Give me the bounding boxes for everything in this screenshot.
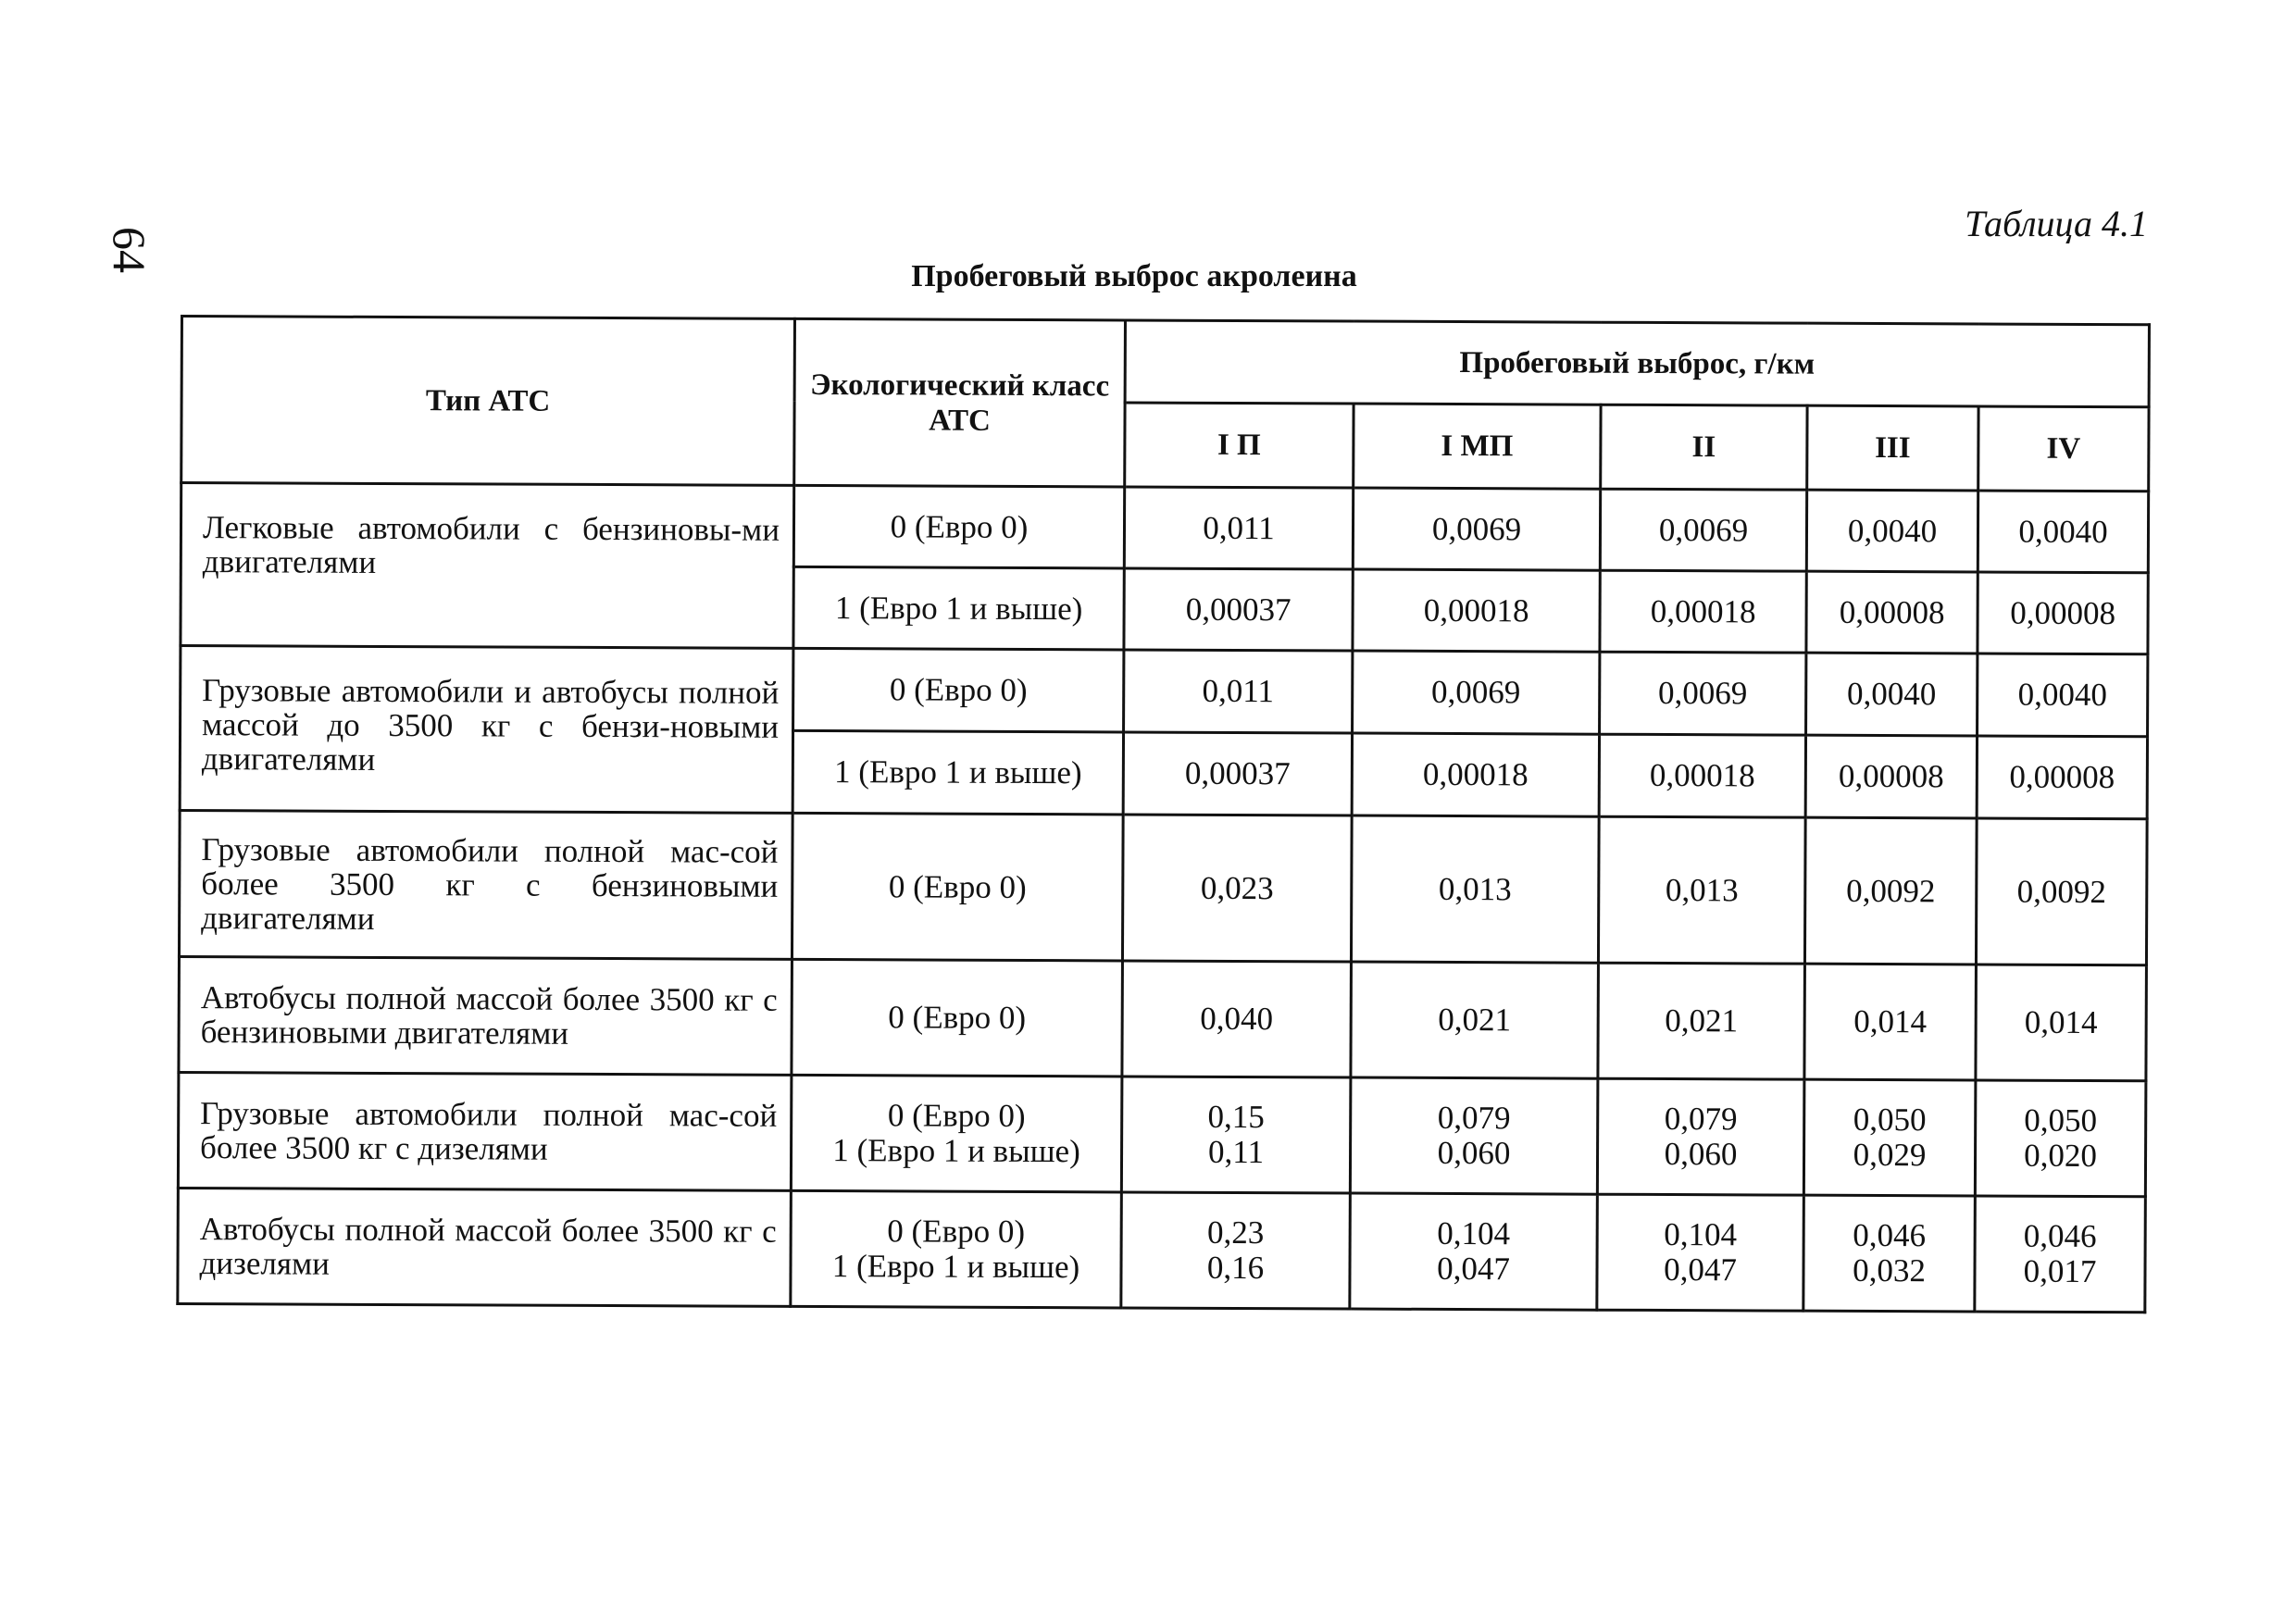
value-cell: 0,021	[1351, 962, 1599, 1078]
value-cell: 0,011	[1124, 650, 1353, 733]
table-row	[179, 811, 2147, 965]
value-cell: 0,0040	[1978, 491, 2148, 573]
value-cell: 0,050	[2024, 1101, 2098, 1139]
value-cell: 0,0069	[1600, 489, 1806, 571]
eco-class: 1 (Евро 1 и выше)	[831, 1248, 1080, 1286]
eco-class: 0 (Евро 0)	[793, 485, 1124, 568]
eco-class-stack	[791, 1075, 1122, 1192]
table-row	[178, 1188, 2146, 1312]
header-eco-class: Экологический класс АТС	[794, 318, 1126, 487]
eco-class-stack	[791, 1190, 1122, 1308]
value-stack	[1803, 1195, 1976, 1312]
value-cell: 0,014	[1804, 964, 1977, 1080]
value-cell: 0,047	[1664, 1251, 1737, 1288]
value-cell: 0,079	[1664, 1101, 1738, 1138]
value-cell: 0,00008	[1978, 572, 2148, 654]
value-cell: 0,047	[1437, 1250, 1510, 1288]
value-cell: 0,104	[1664, 1216, 1738, 1253]
value-cell: 0,16	[1206, 1249, 1265, 1287]
eco-class: 0 (Евро 0)	[887, 1097, 1026, 1134]
value-cell: 0,029	[1853, 1136, 1927, 1174]
value-cell: 0,021	[1598, 963, 1805, 1079]
value-cell: 0,020	[2024, 1137, 2098, 1175]
value-cell: 0,00008	[1806, 571, 1978, 653]
eco-class: 0 (Евро 0)	[792, 813, 1123, 961]
value-cell: 0,00018	[1600, 570, 1806, 653]
header-region: IV	[1978, 406, 2149, 492]
value-cell: 0,050	[1853, 1101, 1927, 1139]
value-cell: 0,060	[1664, 1136, 1738, 1173]
header-region: II	[1601, 404, 1807, 490]
value-cell: 0,060	[1437, 1134, 1511, 1172]
eco-class: 0 (Евро 0)	[792, 959, 1123, 1077]
value-cell: 0,0069	[1353, 488, 1600, 570]
header-region: I П	[1125, 403, 1354, 488]
value-cell: 0,0092	[1976, 818, 2147, 965]
value-cell: 0,0092	[1804, 817, 1977, 965]
value-stack	[1597, 1078, 1804, 1195]
header-emission: Пробеговый выброс, г/км	[1125, 320, 2149, 407]
page-number: 64	[104, 227, 156, 273]
header-region: I МП	[1354, 404, 1601, 489]
value-cell: 0,11	[1207, 1133, 1265, 1171]
value-cell: 0,079	[1437, 1099, 1511, 1137]
eco-class: 0 (Евро 0)	[887, 1213, 1026, 1250]
value-cell: 0,00018	[1599, 734, 1805, 817]
value-stack	[1350, 1077, 1598, 1194]
value-cell: 0,00008	[1805, 735, 1977, 818]
value-cell: 0,013	[1598, 816, 1805, 964]
value-cell: 0,00008	[1977, 736, 2147, 819]
value-cell: 0,00037	[1123, 732, 1352, 815]
value-stack	[1975, 1080, 2146, 1197]
value-cell: 0,104	[1437, 1214, 1511, 1252]
value-cell: 0,00018	[1353, 569, 1600, 652]
value-stack	[1975, 1196, 2146, 1313]
table-row	[181, 646, 2148, 737]
header-type: Тип АТС	[181, 317, 795, 486]
value-cell: 0,0040	[1806, 490, 1978, 572]
value-cell: 0,014	[1976, 965, 2147, 1081]
vehicle-type: Автобусы полной массой более 3500 кг с бензиновыми двигателями	[179, 957, 792, 1076]
vehicle-type: Легковые автомобили с бензиновы-ми двигателями	[181, 483, 794, 649]
value-cell: 0,00018	[1352, 733, 1599, 816]
value-cell: 0,032	[1853, 1251, 1926, 1289]
vehicle-type: Автобусы полной массой более 3500 кг с дизелями	[178, 1188, 792, 1306]
eco-class: 1 (Евро 1 и выше)	[792, 730, 1123, 815]
table-row	[181, 483, 2148, 573]
value-cell: 0,040	[1122, 961, 1352, 1077]
eco-class: 1 (Евро 1 и выше)	[793, 566, 1124, 650]
value-stack	[1803, 1079, 1976, 1196]
value-cell: 0,0040	[1806, 653, 1978, 736]
value-cell: 0,23	[1206, 1214, 1265, 1251]
value-cell: 0,0040	[1978, 653, 2148, 737]
vehicle-type: Грузовые автомобили и автобусы полной массой до 3500 кг с бензи-новыми двигателями	[180, 646, 793, 814]
value-cell: 0,023	[1122, 815, 1352, 962]
value-cell: 0,00037	[1124, 568, 1353, 651]
table-label: Таблица 4.1	[1965, 203, 2148, 244]
header-row	[181, 317, 2149, 407]
eco-class: 1 (Евро 1 и выше)	[832, 1132, 1080, 1170]
value-stack	[1597, 1194, 1804, 1311]
table-title: Пробеговый выброс акролеина	[911, 259, 1357, 293]
value-cell: 0,046	[2023, 1217, 2097, 1255]
emission-table	[176, 315, 2151, 1313]
value-cell: 0,013	[1351, 815, 1599, 963]
value-stack	[1121, 1077, 1351, 1193]
value-cell: 0,017	[2023, 1252, 2097, 1290]
value-cell: 0,0069	[1600, 652, 1806, 735]
vehicle-type: Грузовые автомобили полной мас-сой более 3500 кг с дизелями	[178, 1072, 792, 1190]
table-row	[179, 957, 2147, 1081]
value-stack	[1350, 1193, 1598, 1310]
value-cell: 0,046	[1853, 1216, 1927, 1254]
header-region: III	[1807, 405, 1978, 491]
value-cell: 0,15	[1207, 1098, 1265, 1136]
value-cell: 0,0069	[1353, 651, 1600, 734]
eco-class: 0 (Евро 0)	[793, 648, 1124, 732]
value-stack	[1121, 1192, 1351, 1309]
table-row	[178, 1072, 2146, 1196]
vehicle-type: Грузовые автомобили полной мас-сой более 3500 кг с бензиновыми двигателями	[179, 811, 792, 960]
value-cell: 0,011	[1124, 487, 1353, 569]
